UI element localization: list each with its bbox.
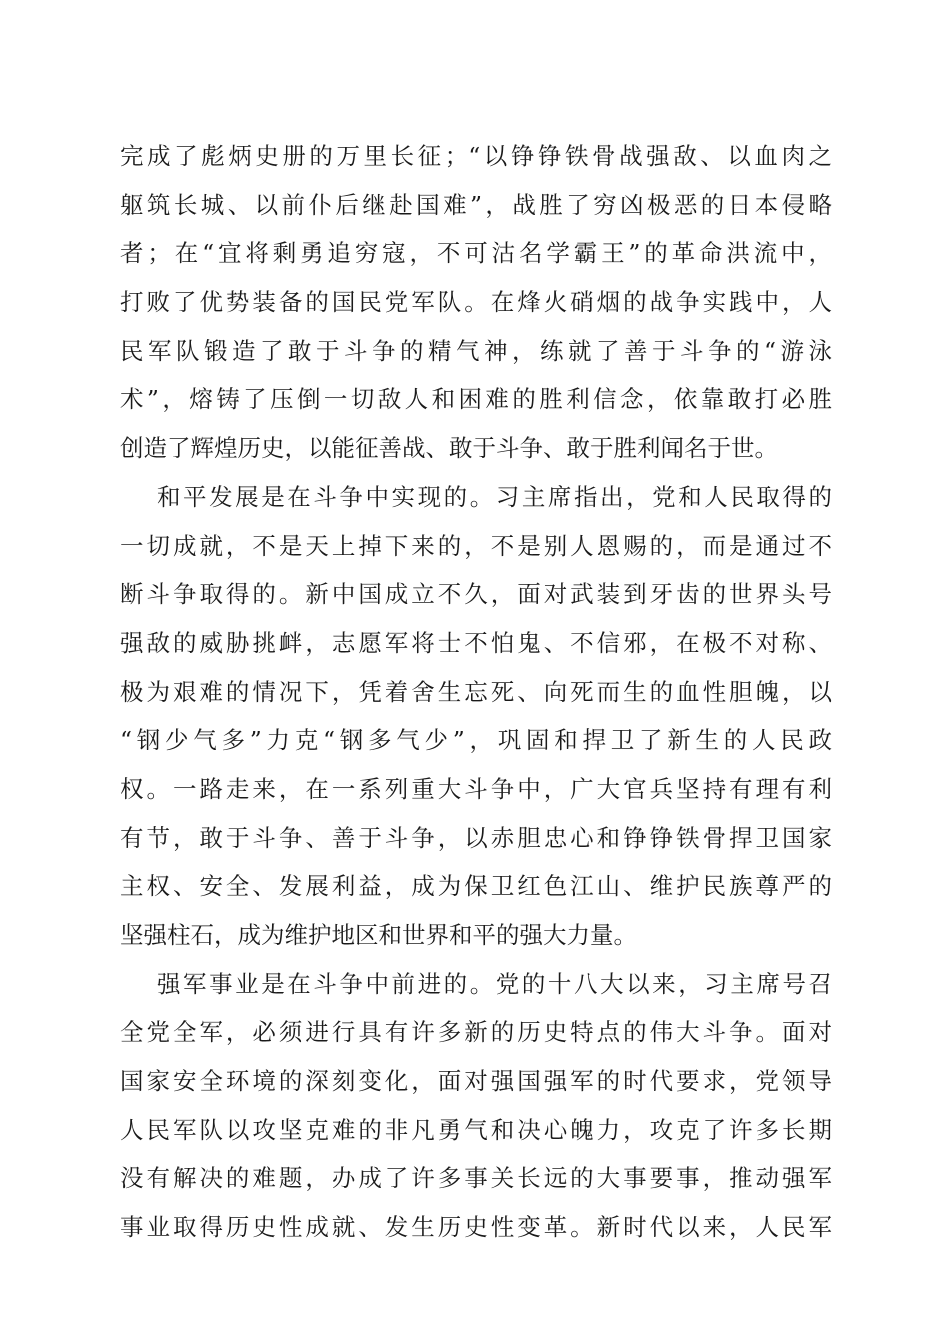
text-line: “钢少气多”力克“钢多气少”，巩固和捍卫了新生的人民政 — [120, 726, 832, 755]
paragraph-start-line: 和平发展是在斗争中实现的。习主席指出，党和人民取得的 — [157, 482, 832, 511]
text-line: 强敌的威胁挑衅，志愿军将士不怕鬼、不信邪，在极不对称、 — [120, 628, 832, 657]
text-line: 没有解决的难题，办成了许多事关长远的大事要事，推动强军 — [120, 1164, 832, 1193]
text-line: 断斗争取得的。新中国成立不久，面对武装到牙齿的世界头号 — [120, 580, 832, 609]
text-line: 创造了辉煌历史，以能征善战、敢于斗争、敢于胜利闻名于世。 — [120, 434, 778, 463]
text-line: 打败了优势装备的国民党军队。在烽火硝烟的战争实践中，人 — [120, 288, 832, 317]
text-line: 事业取得历史性成就、发生历史性变革。新时代以来，人民军 — [120, 1213, 832, 1242]
text-line: 者；在“宜将剩勇追穷寇，不可沽名学霸王”的革命洪流中， — [120, 239, 832, 268]
text-line: 民军队锻造了敢于斗争的精气神，练就了善于斗争的“游泳 — [120, 336, 832, 365]
text-line: 极为艰难的情况下，凭着舍生忘死、向死而生的血性胆魄，以 — [120, 677, 832, 706]
text-line: 坚强柱石，成为维护地区和世界和平的强大力量。 — [120, 921, 637, 949]
text-line: 术”，熔铸了压倒一切敌人和困难的胜利信念，依靠敢打必胜 — [120, 385, 832, 414]
paragraph-start-line: 强军事业是在斗争中前进的。党的十八大以来，习主席号召 — [157, 969, 832, 998]
text-line: 完成了彪炳史册的万里长征；“以铮铮铁骨战强敌、以血肉之 — [120, 142, 832, 170]
text-line: 国家安全环境的深刻变化，面对强国强军的时代要求，党领导 — [120, 1067, 832, 1096]
text-line: 有节，敢于斗争、善于斗争，以赤胆忠心和铮铮铁骨捍卫国家 — [120, 823, 832, 852]
document-body — [120, 132, 832, 1252]
text-line: 躯筑长城、以前仆后继赴国难”，战胜了穷凶极恶的日本侵略 — [120, 190, 832, 219]
text-line: 人民军队以攻坚克难的非凡勇气和决心魄力，攻克了许多长期 — [120, 1115, 832, 1144]
text-line: 权。一路走来，在一系列重大斗争中，广大官兵坚持有理有利 — [120, 774, 832, 803]
text-line: 一切成就，不是天上掉下来的，不是别人恩赐的，而是通过不 — [120, 531, 832, 560]
text-line: 全党全军，必须进行具有许多新的历史特点的伟大斗争。面对 — [120, 1018, 832, 1047]
text-line: 主权、安全、发展利益，成为保卫红色江山、维护民族尊严的 — [120, 872, 832, 901]
